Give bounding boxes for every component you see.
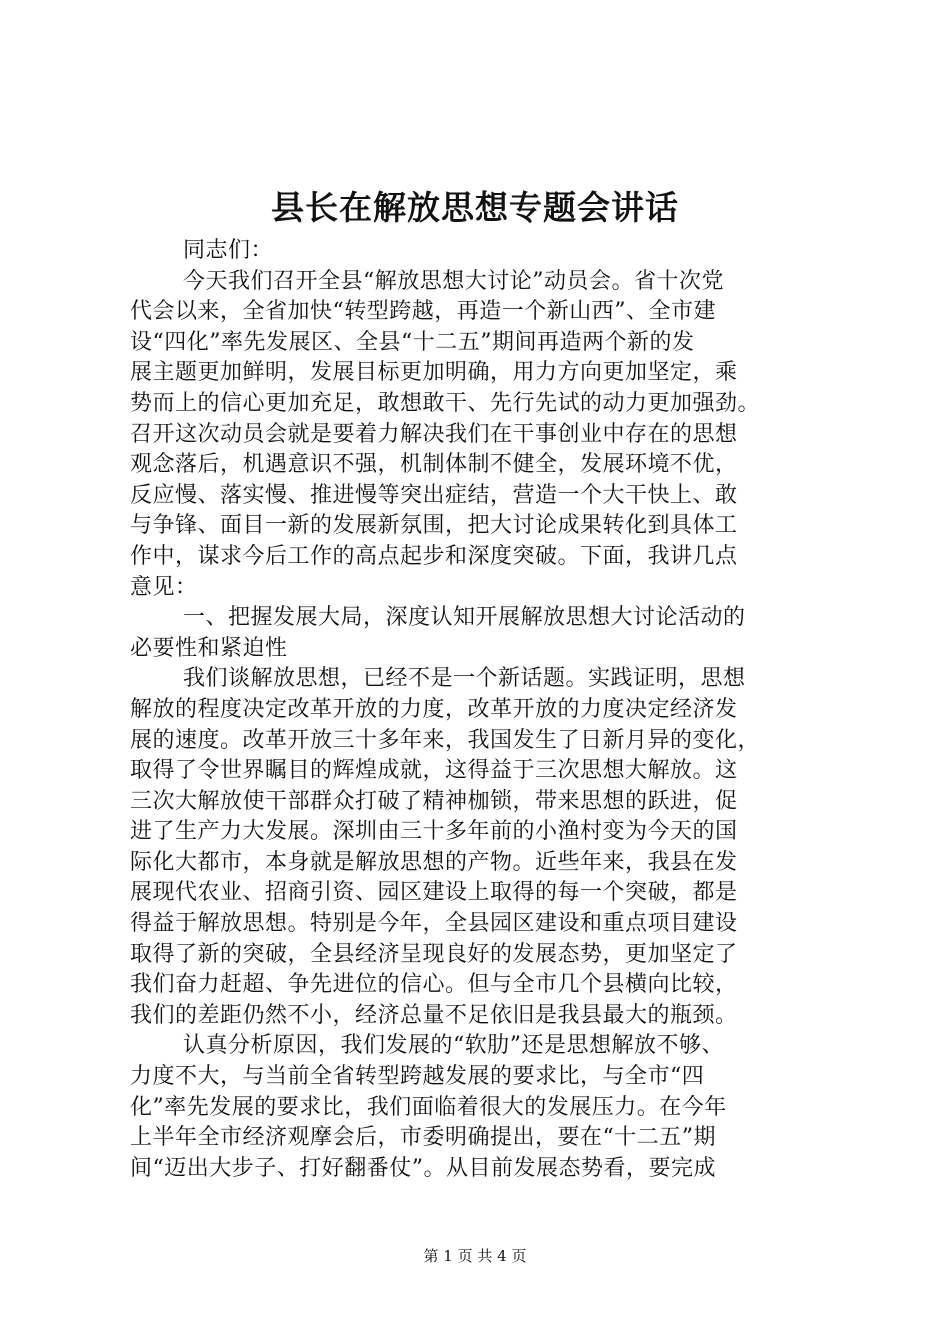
- text-line: 化”率先发展的要求比，我们面临着很大的发展压力。在今年: [130, 1094, 727, 1120]
- text-line: 间“迈出大步子、打好翻番仗”。从目前发展态势看，要完成: [130, 1155, 716, 1181]
- text-line: 我们奋力赶超、争先进位的信心。但与全市几个县横向比较，: [130, 972, 738, 998]
- document-body: [130, 236, 830, 1184]
- document-title: 县长在解放思想专题会讲话: [271, 188, 679, 227]
- text-line: 代会以来，全省加快“转型跨越，再造一个新山西”、全市建: [130, 299, 716, 325]
- text-line: 得益于解放思想。特别是今年，全县园区建设和重点项目建设: [130, 911, 738, 937]
- text-line: 今天我们召开全县“解放思想大讨论”动员会。省十次党: [183, 268, 724, 294]
- text-line: 解放的程度决定改革开放的力度，改革开放的力度决定经济发: [130, 696, 738, 722]
- text-line: 力度不大，与当前全省转型跨越发展的要求比，与全市“四: [130, 1064, 705, 1090]
- text-line: 展现代农业、招商引资、园区建设上取得的每一个突破，都是: [130, 880, 738, 906]
- text-line: 作中，谋求今后工作的高点起步和深度突破。下面，我讲几点: [130, 543, 738, 569]
- text-line: 与争锋、面目一新的发展新氛围，把大讨论成果转化到具体工: [130, 513, 738, 539]
- text-line: 设“四化”率先发展区、全县“十二五”期间再造两个新的发: [130, 329, 695, 355]
- text-line: 进了生产力大发展。深圳由三十多年前的小渔村变为今天的国: [130, 819, 738, 845]
- text-line: 反应慢、落实慢、推进慢等突出症结，营造一个大干快上、敢: [130, 482, 738, 508]
- text-line: 必要性和紧迫性: [130, 635, 288, 661]
- text-line: 一、把握发展大局，深度认知开展解放思想大讨论活动的: [183, 605, 746, 631]
- text-line: 展主题更加鲜明，发展目标更加明确，用力方向更加坚定，乘: [130, 360, 738, 386]
- text-line: 同志们：: [183, 238, 274, 263]
- text-line: 展的速度。改革开放三十多年来，我国发生了日新月异的变化，: [130, 727, 761, 753]
- text-line: 际化大都市，本身就是解放思想的产物。近些年来，我县在发: [130, 849, 738, 875]
- text-line: 观念落后，机遇意识不强，机制体制不健全，发展环境不优，: [130, 452, 738, 478]
- text-line: 意见：: [130, 574, 198, 600]
- text-line: 取得了新的突破，全县经济呈现良好的发展态势，更加坚定了: [130, 941, 738, 967]
- text-line: 召开这次动员会就是要着力解决我们在干事创业中存在的思想: [130, 421, 738, 447]
- text-line: 认真分析原因，我们发展的“软肋”还是思想解放不够、: [183, 1033, 724, 1059]
- text-line: 三次大解放使干部群众打破了精神枷锁，带来思想的跃进，促: [130, 788, 738, 814]
- text-line: 我们的差距仍然不小，经济总量不足依旧是我县最大的瓶颈。: [130, 1002, 738, 1028]
- text-line: 取得了令世界瞩目的辉煌成就，这得益于三次思想大解放。这: [130, 758, 738, 784]
- text-line: 势而上的信心更加充足，敢想敢干、先行先试的动力更加强劲。: [130, 390, 761, 416]
- text-line: 上半年全市经济观摩会后，市委明确提出，要在“十二五”期: [130, 1125, 716, 1151]
- text-line: 我们谈解放思想，已经不是一个新话题。实践证明，思想: [183, 666, 746, 692]
- page-footer: 第 1 页 共 4 页: [423, 1247, 527, 1265]
